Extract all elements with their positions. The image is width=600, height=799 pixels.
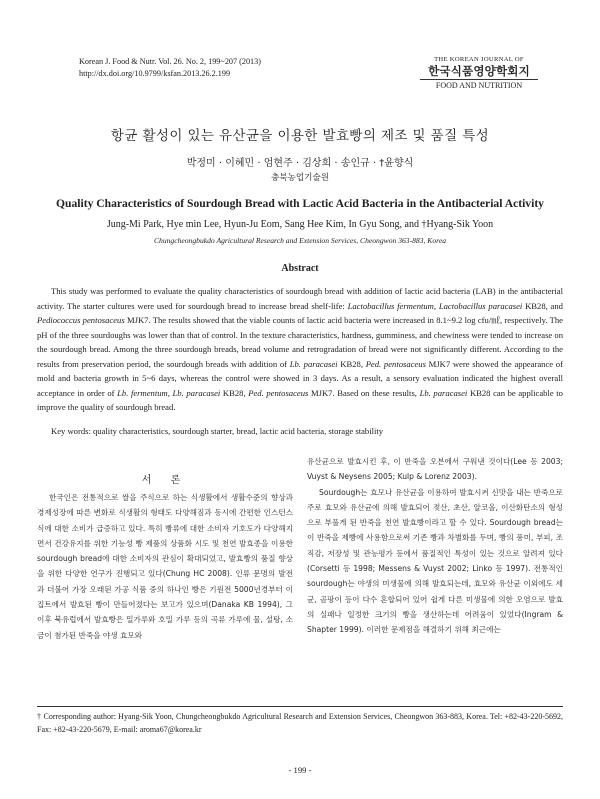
intro-left-column [37,490,293,643]
doi-link[interactable]: http://dx.doi.org/10.9799/ksfan.2013.26.2.199 [79,69,231,78]
intro-right-column [307,454,563,638]
keywords: Key words: quality characteristics, sourdough starter, bread, lactic acid bacteria, storage stability [51,426,384,436]
korean-authors: 박정미 · 이혜민 · 엄현주 · 김상희 · 송인규 · †윤향식 [186,158,414,169]
species-name: Ped. pentosaceus [248,387,309,398]
abstract-body: This study was performed to evaluate the quality characteristics of sourdough bread with addition of lactic acid bacteria (LAB) in the antibacterial activity. The starter cultures were used for sourdough bread to increase bread shelf-life: Lactobacillus fermentum, Lactobacillus paracasei KB28, and Pediococcus pentosaceus MJK7. The results showed that the viable counts of lactic acid bacteria were increased in 8.1~9.2 log cfu/㎖, respectively. The pH of the three sourdoughs was lower than that of control. In the texture characteristics, hardness, gumminess, and chewiness were tended to increase on the sourdough bread. Among the three sourdough breads, bread volume and retrogradation of bread were not significantly different. According to the results from preservation period, the sourdough breads with addition of Lb. paracasei KB28, Ped. pentosaceus MJK7 were showed the appearance of mold and bacteria growth in 5~6 days, whereas the control were showed in 3 days. As a result, a sensory evaluation indicated the highest overall acceptance in order of Lb. fermentum, Lb. paracasei KB28, Ped. pentosaceus MJK7. Based on these results, Lb. paracasei KB28 can be applicable to improve the quality of sourdough bread. [37,286,563,412]
brand-korean-text: 한국식품영양학회지 [428,64,530,78]
species-name: Lb. paracasei [289,358,338,369]
journal-reference: Korean J. Food & Nutr. Vol. 26. No. 2, 199~207 (2013) [79,57,261,66]
species-name: Ped. pentosaceus [365,358,426,369]
journal-brand [420,56,538,90]
introduction-heading: 서 론 [141,475,189,486]
footnote-divider [37,706,563,707]
english-affiliation: Chungcheongbukdo Agricultural Research and Extension Services, Cheongwon 363-883, Korea [153,236,447,245]
species-name: Pediococcus pentosaceus [37,315,125,325]
brand-english-text: FOOD AND NUTRITION [420,79,538,90]
page-number: - 199 - [288,765,312,775]
intro-paragraph: 한국인은 전통적으로 쌀을 주식으로 하는 식생활에서 생활수준의 향상과 경제성장에 따른 변화로 식생활의 형태도 다양해짐과 동시에 간편한 인스턴스식에 대한 소비가 급증하고 있다. 특히 빵류에 대한 소비자 기호도가 다양해지면서 건강유지를 위한 기능성 빵 제품의 상품화 시도 및 천연 발효종을 이용한 sourdough bread에 대한 소비자의 관심이 확대되었고, 발효빵의 품질 향상을 위한 다양한 연구가 진행되고 있다(Chung HC 2008). 인류 문명의 발전과 더불어 가장 오래된 가공 식품 중의 하나인 빵은 기원전 5000년경부터 이집트에서 발효된 빵이 만들어졌다는 보고가 있으며(Danaka KB 1994), 그 이후 북유럽에서 발효빵은 밀가루와 호밀 가루 등의 곡류 가루에 물, 설탕, 소금이 첨가된 반죽을 야생 효모와 [37,493,293,640]
english-title: Quality Characteristics of Sourdough Bread with Lactic Acid Bacteria in the Antibacterial Activity [56,197,544,210]
english-authors: Jung-Mi Park, Hye min Lee, Hyun-Ju Eom, Sang Hee Kim, In Gyu Song, and †Hyang-Sik Yoon [106,219,494,230]
intro-paragraph: 유산균으로 발효시킨 후, 이 반죽을 오븐에서 구워낸 것이다(Lee 등 2003; Vuyst & Neysens 2005; Kulp & Lorenz 2003). [307,457,563,482]
abstract-heading: Abstract [281,263,319,274]
intro-paragraph: Sourdough는 효모나 유산균을 이용하여 발효시켜 신맛을 내는 반죽으로 주로 효모와 유산균에 의해 발효되어 젖산, 초산, 알코올, 이산화탄소의 형성으로 부풀게 된 반죽을 천연 발효빵이라고 할 수 있다. Sourdough bread는 이 반죽을 제빵에 사용함으로써 기존 빵과 차별화를 두며, 빵의 풍미, 부피, 조직감, 저장성 및 관능평가 등에서 품질적인 특성이 있는 것으로 알려져 있다(Corsetti 등 1998; Messens & Vuyst 2002; Linko 등 1997). 전통적인 sourdough는 야생의 미생물에 의해 발효되는데, 효모와 유산균 이외에도 세균, 곰팡이 등이 다수 혼합되어 있어 쉽게 다른 미생물에 의한 오염으로 발효의 실패나 일정한 크기의 빵을 생산하는데 어려움이 있었다(Ingram & Shapter 1999). 이러한 문제점을 해결하기 위해 최근에는 [307,487,563,635]
species-name: Lb. paracasei [172,387,221,398]
species-name: Lb. fermentum [117,387,168,398]
species-name: Lactobacillus paracasei [438,300,523,311]
species-name: Lactobacillus fermentum [347,300,434,311]
corresponding-author-footnote: † Corresponding author: Hyang-Sik Yoon, Chungcheongbukdo Agricultural Research and Extension Services, Cheongwon 363-883, Korea. Tel: +82-43-220-5692, Fax: +82-43-220-5679, E-mail: aroma67@korea.kr [37,712,563,734]
brand-top-text: THE KOREAN JOURNAL OF [434,56,524,63]
korean-title: 항균 활성이 있는 유산균을 이용한 발효빵의 제조 및 품질 특성 [110,128,490,144]
korean-affiliation: 충북농업기술원 [270,173,330,183]
species-name: Lb. paracasei [419,387,468,398]
